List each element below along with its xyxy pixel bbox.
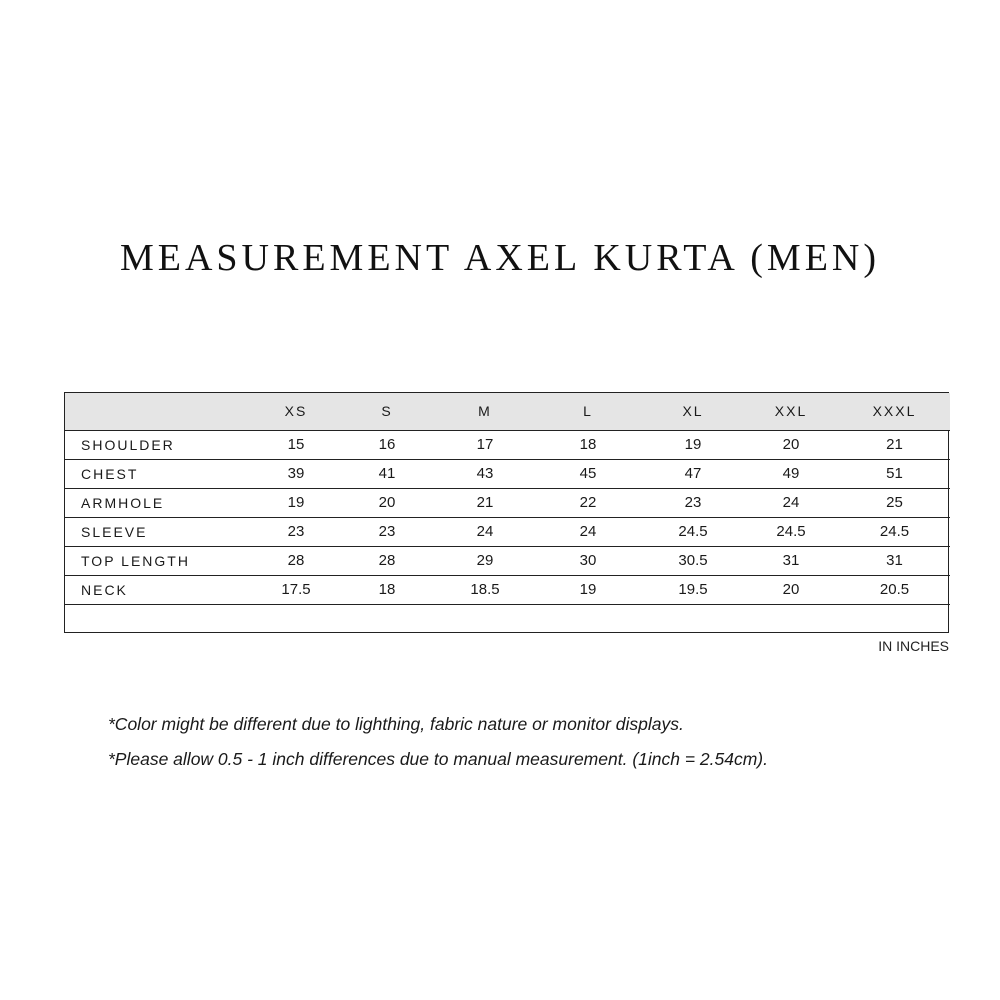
units-note: IN INCHES xyxy=(878,638,949,654)
table-cell: 28 xyxy=(255,546,337,575)
page-title: MEASUREMENT AXEL KURTA (MEN) xyxy=(119,237,881,279)
measurement-disclaimer: *Please allow 0.5 - 1 inch differences due to manual measurement. (1inch = 2.54cm). xyxy=(108,749,769,769)
row-label: CHEST xyxy=(65,459,255,488)
table-cell: 22 xyxy=(533,488,643,517)
table-cell: 31 xyxy=(743,546,839,575)
table-cell: 24.5 xyxy=(743,517,839,546)
table-cell: 45 xyxy=(533,459,643,488)
header-cell-xxxl: XXXL xyxy=(839,393,950,430)
table-cell: 21 xyxy=(437,488,533,517)
table-cell: 31 xyxy=(839,546,950,575)
table-cell: 24 xyxy=(743,488,839,517)
table-cell: 20 xyxy=(337,488,437,517)
empty-cell xyxy=(65,604,950,633)
table-cell: 23 xyxy=(337,517,437,546)
table-cell: 23 xyxy=(255,517,337,546)
table-cell: 18 xyxy=(533,430,643,459)
size-chart-table xyxy=(64,392,949,633)
table-cell: 30 xyxy=(533,546,643,575)
table-cell: 18 xyxy=(337,575,437,604)
table-cell: 19 xyxy=(533,575,643,604)
header-cell-l: L xyxy=(533,393,643,430)
header-cell-xs: XS xyxy=(255,393,337,430)
header-cell-xxl: XXL xyxy=(743,393,839,430)
table-cell: 47 xyxy=(643,459,743,488)
table-cell: 24 xyxy=(533,517,643,546)
table-row xyxy=(65,430,950,459)
table-cell: 24.5 xyxy=(839,517,950,546)
table-cell: 39 xyxy=(255,459,337,488)
table-row xyxy=(65,517,950,546)
table-cell: 16 xyxy=(337,430,437,459)
table-row xyxy=(65,459,950,488)
table-empty-row xyxy=(65,604,950,633)
table-cell: 20.5 xyxy=(839,575,950,604)
table-cell: 51 xyxy=(839,459,950,488)
row-label: NECK xyxy=(65,575,255,604)
table-cell: 19.5 xyxy=(643,575,743,604)
table-cell: 17 xyxy=(437,430,533,459)
table-cell: 23 xyxy=(643,488,743,517)
table-cell: 20 xyxy=(743,430,839,459)
table-cell: 28 xyxy=(337,546,437,575)
table-cell: 15 xyxy=(255,430,337,459)
table-cell: 19 xyxy=(643,430,743,459)
table-cell: 29 xyxy=(437,546,533,575)
table-cell: 17.5 xyxy=(255,575,337,604)
table-header-row xyxy=(65,393,950,430)
header-cell-empty xyxy=(65,393,255,430)
table-row xyxy=(65,488,950,517)
table-cell: 24 xyxy=(437,517,533,546)
table-cell: 25 xyxy=(839,488,950,517)
color-disclaimer: *Color might be different due to lighthing, fabric nature or monitor displays. xyxy=(108,714,684,734)
header-cell-xl: XL xyxy=(643,393,743,430)
table-cell: 49 xyxy=(743,459,839,488)
table-cell: 18.5 xyxy=(437,575,533,604)
row-label: SLEEVE xyxy=(65,517,255,546)
header-cell-s: S xyxy=(337,393,437,430)
table-cell: 43 xyxy=(437,459,533,488)
table-cell: 21 xyxy=(839,430,950,459)
disclaimer-notes xyxy=(108,714,968,784)
header-cell-m: M xyxy=(437,393,533,430)
measurement-table xyxy=(65,393,950,633)
table-row xyxy=(65,546,950,575)
row-label: SHOULDER xyxy=(65,430,255,459)
table-cell: 19 xyxy=(255,488,337,517)
table-cell: 30.5 xyxy=(643,546,743,575)
row-label: ARMHOLE xyxy=(65,488,255,517)
table-row xyxy=(65,575,950,604)
table-cell: 20 xyxy=(743,575,839,604)
row-label: TOP LENGTH xyxy=(65,546,255,575)
table-cell: 41 xyxy=(337,459,437,488)
table-cell: 24.5 xyxy=(643,517,743,546)
